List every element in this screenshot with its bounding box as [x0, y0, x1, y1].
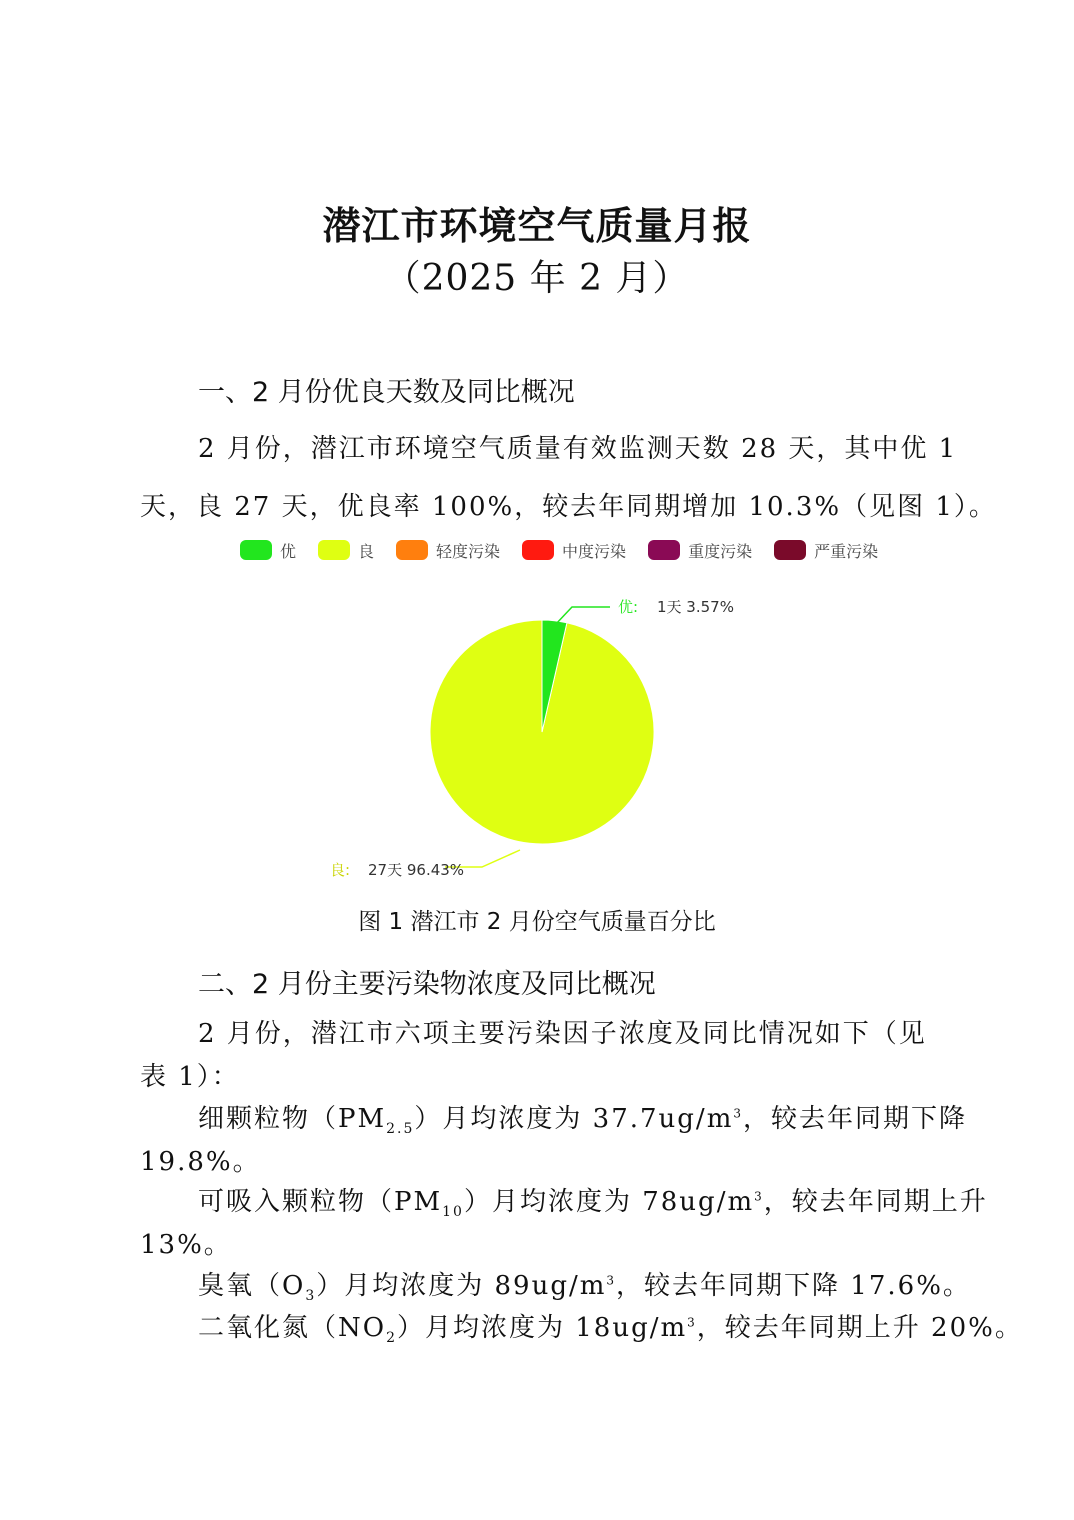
pm10-text-c: ，较去年同期上升	[763, 1187, 988, 1217]
pm25-line	[198, 1098, 967, 1137]
pm25-superscript: 3	[733, 1106, 743, 1121]
no2-text-c: ，较去年同期上升 20%。	[696, 1313, 1023, 1343]
legend-label: 优	[280, 541, 297, 561]
pm10-text-b: ）月均浓度为 78ug/m	[463, 1187, 755, 1217]
pm10-subscript: 10	[442, 1204, 464, 1221]
section1-para-line2: 天，良 27 天，优良率 100%，较去年同期增加 10.3%（见图 1）。	[140, 492, 997, 522]
legend-label: 中度污染	[562, 541, 627, 561]
o3-text-c: ，较去年同期下降 17.6%。	[616, 1271, 971, 1301]
no2-subscript: 2	[386, 1330, 397, 1347]
pm10-superscript: 3	[754, 1189, 764, 1204]
report-title: 潜江市环境空气质量月报	[322, 204, 752, 248]
slice-label-liang-value: 27天 96.43%	[368, 861, 465, 879]
slice-label-you-value: 1天 3.57%	[657, 598, 734, 616]
legend-label: 良	[358, 541, 375, 561]
legend-item-heavy-pollution[interactable]	[648, 539, 752, 562]
pm25-subscript: 2.5	[386, 1121, 415, 1138]
pm25-text-a: 细颗粒物（PM	[198, 1104, 387, 1134]
section1-para-line1: 2 月份，潜江市环境空气质量有效监测天数 28 天，其中优 1	[198, 434, 958, 464]
no2-line	[198, 1307, 1023, 1346]
slice-label-liang-name: 良:	[330, 861, 351, 879]
legend-item-light-pollution[interactable]	[396, 539, 500, 562]
report-subtitle: （2025 年 2 月）	[384, 258, 690, 299]
pie-chart	[300, 580, 780, 890]
legend-item-severe-pollution[interactable]	[774, 539, 878, 562]
legend-swatch	[522, 540, 554, 560]
section1-heading: 一、2 月份优良天数及同比概况	[198, 377, 575, 408]
legend-item-you[interactable]	[240, 539, 296, 562]
legend-swatch	[396, 540, 428, 560]
pm25-line-cont: 19.8%。	[140, 1147, 261, 1177]
slice-label-you-name: 优:	[618, 598, 639, 616]
o3-text-b: ）月均浓度为 89ug/m	[316, 1271, 607, 1301]
no2-text-b: ）月均浓度为 18ug/m	[397, 1313, 688, 1343]
legend-swatch	[648, 540, 680, 560]
legend-swatch	[240, 540, 272, 560]
pm10-text-a: 可吸入颗粒物（PM	[198, 1187, 443, 1217]
pm25-text-b: ）月均浓度为 37.7ug/m	[414, 1104, 734, 1134]
legend-label: 重度污染	[688, 541, 753, 561]
legend-item-moderate-pollution[interactable]	[522, 539, 626, 562]
figure-caption: 图 1 潜江市 2 月份空气质量百分比	[358, 909, 716, 935]
o3-subscript: 3	[305, 1288, 317, 1305]
legend-label: 轻度污染	[436, 541, 501, 561]
pm10-line-cont: 13%。	[140, 1230, 232, 1260]
o3-superscript: 3	[606, 1273, 617, 1288]
pm10-line	[198, 1181, 988, 1220]
section2-heading: 二、2 月份主要污染物浓度及同比概况	[198, 969, 656, 1000]
no2-text-a: 二氧化氮（NO	[198, 1313, 387, 1343]
o3-line	[198, 1265, 971, 1304]
section2-intro-line1: 2 月份，潜江市六项主要污染因子浓度及同比情况如下（见	[198, 1019, 927, 1049]
legend-label: 严重污染	[814, 541, 879, 561]
section2-intro-line2: 表 1）：	[140, 1062, 240, 1092]
chart-legend	[240, 538, 900, 562]
legend-swatch	[774, 540, 806, 560]
no2-superscript: 3	[687, 1315, 697, 1330]
legend-swatch	[318, 540, 350, 560]
o3-text-a: 臭氧（O	[198, 1271, 306, 1301]
legend-item-liang[interactable]	[318, 539, 374, 562]
pm25-text-c: ，较去年同期下降	[743, 1104, 968, 1134]
